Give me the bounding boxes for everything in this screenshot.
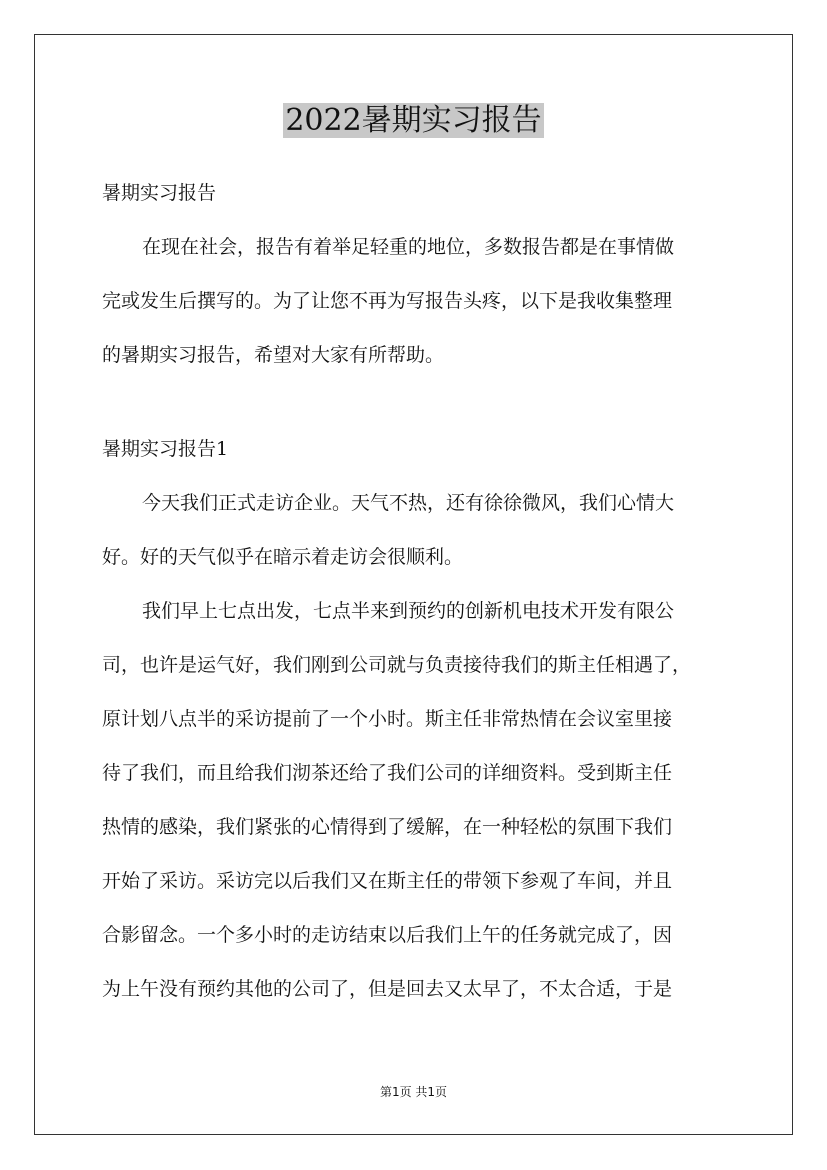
subtitle: 暑期实习报告	[102, 182, 217, 204]
paragraph-line: 今天我们正式走访企业。天气不热，还有徐徐微风，我们心情大	[142, 492, 675, 514]
intro-line: 在现在社会，报告有着举足轻重的地位，多数报告都是在事情做	[142, 236, 675, 258]
paragraph-line: 原计划八点半的采访提前了一个小时。斯主任非常热情在会议室里接	[102, 708, 673, 730]
paragraph-line: 为上午没有预约其他的公司了，但是回去又太早了，不太合适，于是	[102, 978, 673, 1000]
paragraph-line: 司，也许是运气好，我们刚到公司就与负责接待我们的斯主任相遇了，	[102, 654, 692, 676]
paragraph-line: 开始了采访。采访完以后我们又在斯主任的带领下参观了车间，并且	[102, 870, 673, 892]
document-title-wrap	[0, 100, 827, 142]
paragraph-line: 热情的感染，我们紧张的心情得到了缓解，在一种轻松的氛围下我们	[102, 816, 673, 838]
paragraph-line: 待了我们，而且给我们沏茶还给了我们公司的详细资料。受到斯主任	[102, 762, 673, 784]
intro-line: 完或发生后撰写的。为了让您不再为写报告头疼，以下是我收集整理	[102, 290, 673, 312]
spacer	[102, 394, 732, 434]
paragraph-line: 好。好的天气似乎在暗示着走访会很顺利。	[102, 546, 464, 568]
paragraph-line: 我们早上七点出发，七点半来到预约的创新机电技术开发有限公	[142, 600, 675, 622]
document-title: 2022暑期实习报告	[285, 103, 542, 138]
page-footer: 第1页 共1页	[379, 1085, 448, 1099]
section-heading: 暑期实习报告1	[102, 438, 229, 460]
paragraph-line: 合影留念。一个多小时的走访结束以后我们上午的任务就完成了，因	[102, 924, 673, 946]
document-body	[102, 178, 732, 1028]
intro-line: 的暑期实习报告，希望对大家有所帮助。	[102, 344, 445, 366]
